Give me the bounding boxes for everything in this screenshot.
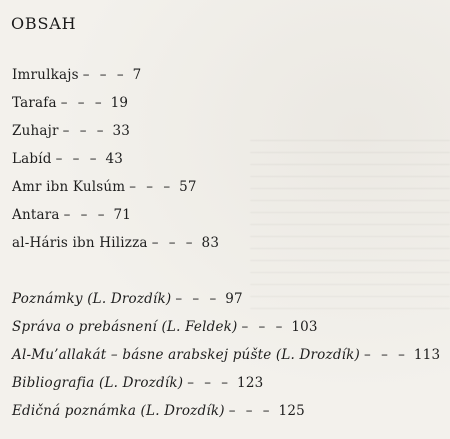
toc-entry-edicna-poznamka <box>12 403 305 419</box>
toc-entry-title: al-Háris ibn Hilizza <box>12 235 148 251</box>
toc-page-number: 123 <box>237 375 264 391</box>
toc-entry-poznamky <box>12 291 243 307</box>
toc-entry-title: Správa o prebásnení (L. Feldek) <box>12 319 238 335</box>
toc-entry-title: Amr ibn Kulsúm <box>12 179 126 195</box>
toc-entry-title: Zuhajr <box>12 123 59 139</box>
toc-leader: – – – <box>55 151 100 167</box>
toc-entry-al-muallakat <box>12 347 440 363</box>
toc-page-number: 125 <box>278 403 305 419</box>
toc-page-number: 103 <box>291 319 318 335</box>
toc-page-number: 33 <box>112 123 131 139</box>
toc-leader: – – – <box>241 319 286 335</box>
toc-entry-title: Antara <box>12 207 60 223</box>
toc-entry-title: Labíd <box>12 151 52 167</box>
toc-page-number: 7 <box>132 67 142 83</box>
show-through-text <box>250 140 450 320</box>
toc-entry-antara <box>12 207 131 223</box>
toc-entry-al-haris <box>12 235 219 251</box>
toc-leader: – – – <box>129 179 174 195</box>
toc-entry-title: Tarafa <box>12 95 57 111</box>
toc-entry-title: Al-Mu’allakát – básne arabskej púšte (L. Drozdík) <box>12 347 361 363</box>
toc-entry-title: Edičná poznámka (L. Drozdík) <box>12 403 225 419</box>
toc-leader: – – – <box>175 291 220 307</box>
toc-entry-labid <box>12 151 123 167</box>
toc-page-number: 71 <box>113 207 132 223</box>
toc-entry-title: Poznámky (L. Drozdík) <box>12 291 172 307</box>
toc-entry-imrulkajs <box>12 67 141 83</box>
toc-leader: – – – <box>63 207 108 223</box>
toc-leader: – – – <box>187 375 232 391</box>
toc-entry-sprava <box>12 319 318 335</box>
toc-entry-amr-ibn-kulsum <box>12 179 197 195</box>
toc-page-number: 43 <box>105 151 124 167</box>
toc-leader: – – – <box>151 235 196 251</box>
toc-page-number: 19 <box>110 95 129 111</box>
toc-leader: – – – <box>62 123 107 139</box>
toc-leader: – – – <box>364 347 408 363</box>
toc-page-number: 83 <box>201 235 220 251</box>
toc-entry-title: Imrulkajs <box>12 67 79 83</box>
toc-leader: – – – <box>82 67 127 83</box>
toc-entry-tarafa <box>12 95 128 111</box>
toc-page-number: 113 <box>413 347 441 363</box>
page-title: OBSAH <box>11 14 77 33</box>
toc-entry-title: Bibliografia (L. Drozdík) <box>12 375 184 391</box>
toc-page-number: 57 <box>179 179 197 195</box>
toc-entry-zuhajr <box>12 123 130 139</box>
toc-entry-bibliografia <box>12 375 263 391</box>
toc-leader: – – – <box>228 403 273 419</box>
toc-leader: – – – <box>60 95 105 111</box>
toc-page-number: 97 <box>225 291 243 307</box>
